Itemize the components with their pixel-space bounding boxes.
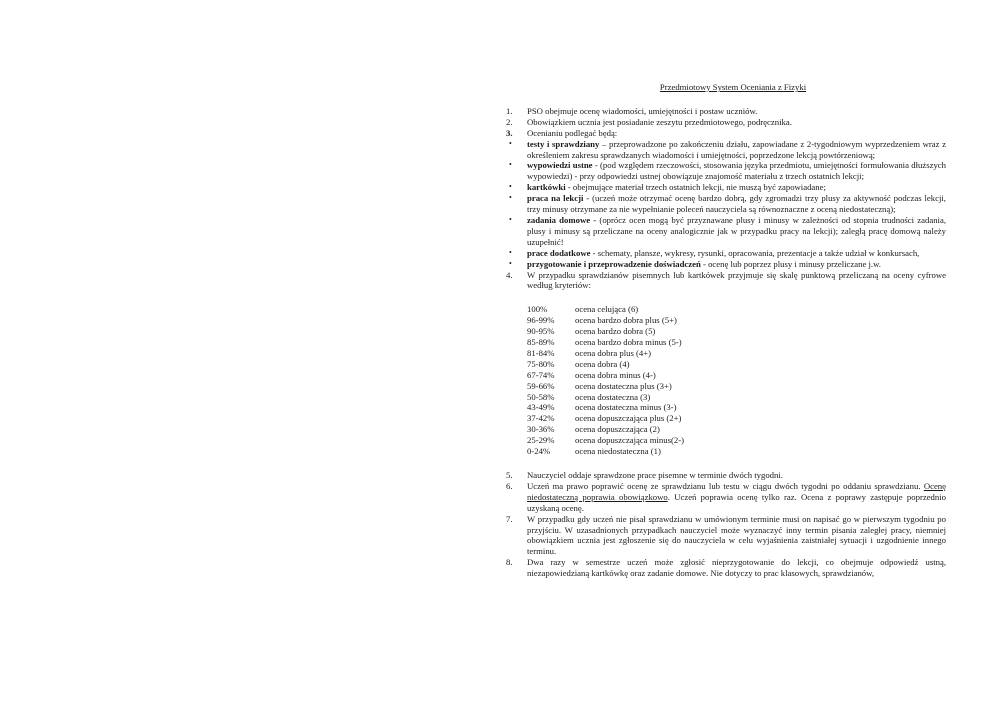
scale-range: 75-80% (527, 358, 555, 369)
item-number: 8. (506, 557, 513, 568)
item-text: W przypadku sprawdzianów pisemnych lub kartkówek przyjmuje się skalę punktową przeliczaną na oceny cyfrowe według kryteriów: (527, 269, 946, 291)
scale-row (527, 370, 946, 381)
bullet-text: - schematy, plansze, wykresy, rysunki, opracowania, prezentacje a także udział w konkursach, (590, 247, 920, 258)
document-page (500, 82, 946, 579)
item-number: 4. (506, 269, 513, 280)
item-text: Nauczyciel oddaje sprawdzone prace pisemne w terminie dwóch tygodni. (527, 470, 783, 480)
bullet-term: kartkówki (527, 182, 566, 193)
bullet-item (500, 182, 946, 193)
scale-row (527, 424, 946, 435)
list-item (500, 128, 946, 139)
scale-grade: ocena dopuszczająca (2) (575, 424, 660, 435)
scale-range: 0-24% (527, 446, 551, 457)
scale-grade: ocena dobra (4) (575, 358, 630, 369)
item-number: 3. (506, 127, 513, 138)
scale-row (527, 315, 946, 326)
bullet-term: wypowiedzi ustne (527, 160, 593, 171)
item-number: 7. (506, 513, 513, 524)
scale-grade: ocena dobra plus (4+) (575, 347, 652, 358)
bullet-term: przygotowanie i przeprowadzenie doświadczeń (527, 258, 701, 269)
scale-range: 96-99% (527, 315, 555, 326)
item-underlined-text: Ocenę niedostateczną poprawia obowiązkowo (527, 480, 946, 502)
item-text: Ocenianiu podlegać będą: (527, 127, 618, 138)
list-item (500, 117, 946, 128)
scale-range: 90-95% (527, 326, 555, 337)
scale-row (527, 446, 946, 457)
list-item (500, 270, 946, 292)
item-text: Obowiązkiem ucznia jest posiadanie zeszytu przedmiotowego, podręcznika. (527, 116, 792, 127)
bullet-item (500, 259, 946, 270)
list-item (500, 557, 946, 579)
bullet-item (500, 160, 946, 182)
scale-row (527, 381, 946, 392)
bullet-text: - (pod względem rzeczowości, stosowania języka przedmiotu, umiejętności formułowania dłuższych wypowiedzi) - przy odpowiedzi ustnej obowiązuje znajomość materiału z trzech ostatnich lekcji; (527, 160, 946, 182)
list-item (500, 106, 946, 117)
bullet-text: – przeprowadzone po zakończeniu działu, zapowiadane z 2-tygodniowym wyprzedzeniem wraz z określeniem zakresu sprawdzanych wiadomości i umiejętności, poprzedzone lekcją powtórzeniową; (527, 138, 946, 160)
bullet-icon: • (509, 160, 512, 170)
scale-grade: ocena dobra minus (4-) (575, 369, 656, 380)
scale-row (527, 337, 946, 348)
bullet-text: (uczeń może otrzymać ocenę bardzo dobrą, gdy zgromadzi trzy plusy za aktywność podczas lekcji, trzy minusy otrzymane za nie wypełnianie poleceń nauczyciela są równoznaczne z oceną niedostateczną); (527, 193, 946, 215)
scale-range: 67-74% (527, 369, 555, 380)
scale-row (527, 392, 946, 403)
bullet-item (500, 139, 946, 161)
scale-grade: ocena dostateczna (3) (575, 391, 651, 402)
scale-grade: ocena dostateczna plus (3+) (575, 380, 672, 391)
scale-grade: ocena bardzo dobra minus (5-) (575, 337, 682, 348)
scale-range: 43-49% (527, 402, 555, 413)
scale-grade: ocena dostateczna minus (3-) (575, 402, 677, 413)
list-item (500, 470, 946, 481)
scale-range: 30-36% (527, 424, 555, 435)
bullet-term: praca na lekcji - (527, 193, 590, 204)
item-text: PSO obejmuje ocenę wiadomości, umiejętności i postaw uczniów. (527, 105, 758, 116)
bullet-text: - ocenę lub poprzez plusy i minusy przeliczane j.w. (700, 258, 881, 269)
scale-range: 59-66% (527, 380, 555, 391)
document-title: Przedmiotowy System Oceniania z Fizyki (659, 82, 807, 92)
intro-list (500, 106, 946, 139)
bullet-icon: • (509, 182, 512, 192)
scale-grade: ocena bardzo dobra (5) (575, 326, 656, 337)
scale-grade: ocena niedostateczna (1) (575, 446, 661, 457)
bullet-icon: • (509, 214, 512, 224)
item-number: 5. (506, 470, 513, 480)
list-item (500, 481, 946, 514)
bullet-icon: • (509, 247, 512, 257)
list-item (500, 514, 946, 558)
bullet-item (500, 248, 946, 259)
scale-range: 37-42% (527, 413, 555, 424)
scale-range: 85-89% (527, 337, 555, 348)
bullet-icon: • (509, 138, 512, 148)
scale-row (527, 413, 946, 424)
item-number: 2. (506, 116, 513, 127)
item-text: . Uczeń poprawia ocenę tylko raz. Ocena z poprawy zastępuje poprzednio uzyskaną ocenę. (527, 491, 946, 513)
bullet-term: zadania domowe - (527, 214, 597, 225)
item-text: Dwa razy w semestrze uczeń może zgłosić nieprzygotowanie do lekcji, co obejmuje odpowiedź ustną, niezapowiedzianą kartkówkę oraz zadanie domowe. Nie dotyczy to prac klasowych, sprawdzianów, (527, 557, 946, 579)
scale-grade: ocena celująca (6) (575, 304, 639, 315)
item-number: 6. (506, 480, 513, 491)
bullet-icon: • (509, 193, 512, 203)
scale-range: 50-58% (527, 391, 555, 402)
bullet-item (500, 193, 946, 215)
scale-grade: ocena bardzo dobra plus (5+) (575, 315, 677, 326)
scale-row (527, 304, 946, 315)
item-text: Uczeń ma prawo poprawić ocenę ze sprawdzianu lub testu w ciągu dwóch tygodni po oddaniu sprawdzianu. (527, 480, 924, 491)
scale-grade: ocena dopuszczająca plus (2+) (575, 413, 682, 424)
item-text: W przypadku gdy uczeń nie pisał sprawdzianu w umówionym terminie musi on napisać go w pierwszym tygodniu po przyjściu. W uzasadnionych przypadkach nauczyciel może wyznaczyć inny termin pisania zaległej pracy, niemniej obowiązkiem ucznia jest zgłoszenie się do nauczyciela w celu wyjaśnienia zaistniałej sytuacji i uzgodnienie innego terminu. (527, 513, 946, 557)
bullet-icon: • (509, 258, 512, 268)
scale-row (527, 435, 946, 446)
bullet-text: - obejmujące materiał trzech ostatnich lekcji, nie muszą być zapowiadane; (565, 182, 826, 193)
scale-range: 100% (527, 304, 548, 315)
bullet-item (500, 215, 946, 248)
grading-scale (527, 304, 946, 457)
scale-row (527, 326, 946, 337)
scale-grade: ocena dopuszczająca minus(2-) (575, 435, 685, 446)
scale-row (527, 402, 946, 413)
scale-row (527, 348, 946, 359)
item-number: 1. (506, 105, 513, 116)
scale-range: 25-29% (527, 435, 555, 446)
bullet-term: testy i sprawdziany (527, 138, 600, 149)
bullet-term: prace dodatkowe (527, 247, 591, 258)
assessment-forms-list (500, 139, 946, 270)
scale-row (527, 359, 946, 370)
bullet-text: (oprócz ocen mogą być przyznawane plusy i minusy w zależności od stopnia trudności zadania, plusy i minusy są przeliczane na oceny analogicznie jak w przypadku pracy na lekcji); zaległą pracę domową należy uzupełnić! (527, 214, 946, 247)
scale-range: 81-84% (527, 347, 555, 358)
